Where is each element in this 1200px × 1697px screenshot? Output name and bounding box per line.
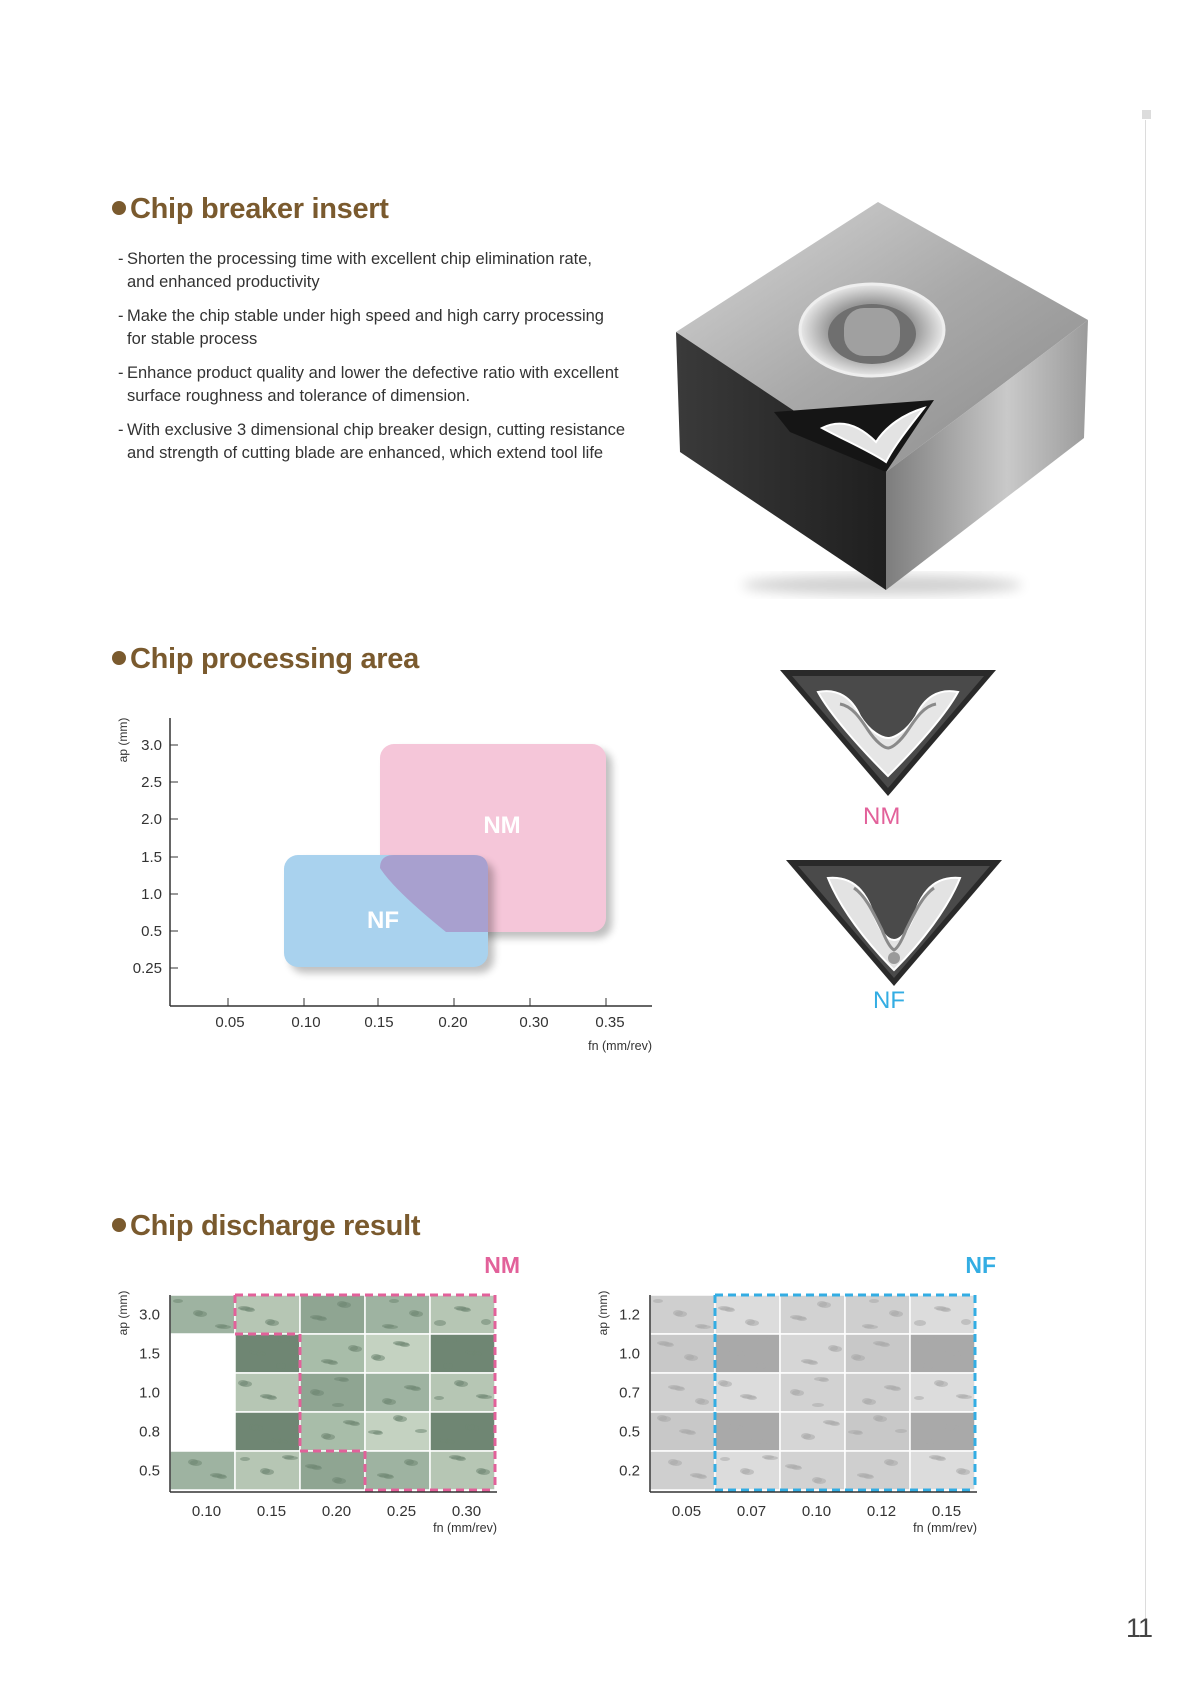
chip-mark <box>377 1473 389 1477</box>
chip-sample-cell <box>235 1295 300 1334</box>
x-tick-label: 0.25 <box>386 1503 417 1520</box>
chip-mark <box>756 1363 766 1369</box>
chip-mark <box>740 1394 752 1398</box>
chip-mark <box>679 1429 691 1433</box>
chip-mark <box>684 1354 694 1360</box>
chip-mark <box>415 1429 427 1433</box>
chip-mark <box>348 1345 358 1351</box>
chip-mark <box>210 1473 222 1477</box>
x-tick-label: 0.20 <box>321 1503 352 1520</box>
chip-mark <box>812 1477 822 1483</box>
chip-mark <box>409 1310 419 1316</box>
chip-mark <box>476 1394 488 1398</box>
chip-mark <box>914 1396 924 1400</box>
nf-breaker-label: NF <box>873 987 905 1014</box>
chip-mark <box>657 1415 667 1421</box>
x-tick-label: 0.10 <box>291 1014 321 1031</box>
chip-mark <box>334 1377 348 1381</box>
y-tick-label: 2.5 <box>141 774 162 791</box>
chip-mark <box>305 1464 317 1468</box>
y-tick-label: 1.5 <box>139 1345 160 1363</box>
chip-sample-cell <box>235 1334 300 1373</box>
chip-sample-cell <box>715 1295 780 1334</box>
chip-mark <box>310 1315 322 1319</box>
chip-sample-cell <box>910 1373 975 1412</box>
chip-mark <box>895 1429 907 1433</box>
chip-mark <box>812 1403 824 1407</box>
chip-sample-cell <box>780 1373 845 1412</box>
y-tick-label: 3.0 <box>141 737 162 754</box>
chip-mark <box>321 1433 331 1439</box>
x-ticks <box>215 998 624 1031</box>
feature-item: - Make the chip stable under high speed and high carry processing for stable process <box>118 305 658 351</box>
chip-mark <box>862 1324 874 1328</box>
chip-mark <box>817 1301 827 1307</box>
x-tick-label: 0.07 <box>736 1503 767 1520</box>
chip-mark <box>271 1438 283 1442</box>
y-tick-label: 3.0 <box>139 1306 160 1324</box>
chip-mark <box>368 1430 382 1434</box>
x-tick-label: 0.35 <box>595 1014 625 1031</box>
chip-sample-cell <box>650 1373 715 1412</box>
chip-sample-cell <box>300 1334 365 1373</box>
chip-mark <box>282 1455 294 1459</box>
section-title-processing: Chip processing area <box>112 643 419 676</box>
x-axis-label: fn (mm/rev) <box>433 1521 497 1535</box>
chip-mark <box>729 1350 741 1354</box>
chip-mark <box>343 1420 355 1424</box>
chip-mark <box>465 1350 477 1354</box>
chip-mark <box>751 1438 763 1442</box>
chip-mark <box>785 1464 797 1468</box>
chip-mark <box>929 1455 941 1459</box>
chip-mark <box>238 1306 250 1310</box>
chip-mark <box>193 1310 203 1316</box>
chip-mark <box>657 1341 669 1345</box>
y-tick-label: 0.5 <box>139 1462 160 1480</box>
chip-mark <box>745 1319 755 1325</box>
chip-mark <box>956 1468 966 1474</box>
chip-mark <box>918 1438 930 1442</box>
chip-mark <box>718 1380 728 1386</box>
nf-grid-title: NF <box>965 1252 996 1278</box>
y-tick-label: 0.2 <box>619 1462 640 1480</box>
page-edge-marker <box>1142 110 1151 119</box>
chip-sample-cell <box>650 1451 715 1490</box>
chip-mark <box>828 1345 838 1351</box>
x-tick-label: 0.10 <box>801 1503 832 1520</box>
chip-mark <box>923 1363 933 1369</box>
chip-sample-cell <box>300 1373 365 1412</box>
chip-sample-cell <box>235 1373 300 1412</box>
nm-grid-title: NM <box>484 1252 520 1278</box>
chip-mark <box>718 1306 730 1310</box>
chip-sample-cell <box>650 1334 715 1373</box>
chip-mark <box>914 1320 926 1326</box>
chip-mark <box>476 1468 486 1474</box>
x-tick-label: 0.10 <box>191 1503 222 1520</box>
chip-mark <box>758 1337 770 1343</box>
x-axis-label: fn (mm/rev) <box>588 1039 652 1053</box>
x-tick-label: 0.20 <box>438 1014 468 1031</box>
chip-mark <box>404 1385 416 1389</box>
chip-sample-cell <box>910 1295 975 1334</box>
x-tick-label: 0.05 <box>671 1503 702 1520</box>
chip-sample-cell <box>845 1334 910 1373</box>
chip-mark <box>238 1380 248 1386</box>
chip-mark <box>695 1398 705 1404</box>
chip-mark <box>884 1459 894 1465</box>
chip-mark <box>465 1424 475 1430</box>
chip-sample-cell <box>780 1334 845 1373</box>
page-edge-rule <box>1145 120 1146 1620</box>
chip-mark <box>790 1315 802 1319</box>
chip-mark <box>690 1473 702 1477</box>
chip-mark <box>889 1310 899 1316</box>
chip-mark <box>873 1341 885 1345</box>
processing-area-chart <box>110 700 680 1060</box>
chip-sample-cell <box>300 1412 365 1451</box>
chip-mark <box>668 1385 680 1389</box>
y-axis-label: ap (mm) <box>116 717 130 763</box>
chip-mark <box>961 1319 971 1325</box>
chip-mark <box>310 1389 320 1395</box>
chip-mark <box>956 1394 968 1398</box>
x-tick-label: 0.15 <box>931 1503 962 1520</box>
x-tick-label: 0.30 <box>519 1014 549 1031</box>
chip-sample-cell <box>235 1412 300 1451</box>
chip-mark <box>332 1477 342 1483</box>
chip-sample-cell <box>430 1334 495 1373</box>
chip-mark <box>873 1415 883 1421</box>
chip-mark <box>321 1359 333 1363</box>
y-axis-label: ap (mm) <box>116 1290 130 1336</box>
chip-mark <box>393 1341 405 1345</box>
chip-mark <box>438 1438 450 1442</box>
page-number: 11 <box>1126 1613 1153 1643</box>
feature-item: - Enhance product quality and lower the defective ratio with excellent surface roughness and tolerance of dimension. <box>118 362 658 408</box>
bullet-dot-icon <box>112 651 126 665</box>
chip-mark <box>673 1310 683 1316</box>
x-tick-label: 0.15 <box>256 1503 287 1520</box>
chip-mark <box>740 1468 750 1474</box>
chip-sample-cell <box>780 1295 845 1334</box>
chip-mark <box>449 1455 461 1459</box>
y-tick-label: 0.8 <box>139 1423 160 1441</box>
chip-sample-cell <box>365 1334 430 1373</box>
y-tick-label: 1.0 <box>619 1345 640 1363</box>
y-axis-label: ap (mm) <box>596 1290 610 1336</box>
chip-mark <box>382 1398 392 1404</box>
chip-mark <box>934 1380 944 1386</box>
x-tick-label: 0.05 <box>215 1014 245 1031</box>
chip-mark <box>851 1354 861 1360</box>
chip-mark <box>668 1459 678 1465</box>
chip-sample-cell <box>300 1295 365 1334</box>
chip-mark <box>934 1306 946 1310</box>
chip-mark <box>371 1354 381 1360</box>
x-tick-label: 0.12 <box>866 1503 897 1520</box>
chip-mark <box>695 1324 707 1328</box>
chip-mark <box>278 1337 290 1343</box>
y-tick-label: 0.5 <box>619 1423 640 1441</box>
y-tick-label: 0.7 <box>619 1384 640 1402</box>
chip-mark <box>762 1455 774 1459</box>
chip-mark <box>260 1394 272 1398</box>
feature-item: - With exclusive 3 dimensional chip breaker design, cutting resistance and strength of cutting blade are enhanced, which extend tool life <box>118 419 658 465</box>
chip-mark <box>382 1324 394 1328</box>
chip-mark <box>801 1359 813 1363</box>
chip-mark <box>188 1459 198 1465</box>
chip-mark <box>729 1424 739 1430</box>
nf-breaker-image <box>784 858 1006 988</box>
y-tick-label: 1.0 <box>141 886 162 903</box>
chip-mark <box>240 1457 250 1461</box>
nm-breaker-label: NM <box>863 803 901 830</box>
chip-sample-cell <box>300 1451 365 1490</box>
y-tick-label: 1.2 <box>619 1306 640 1324</box>
y-tick-label: 0.25 <box>132 960 162 977</box>
region-nm-label: NM <box>483 812 521 839</box>
chip-mark <box>404 1459 414 1465</box>
bullet-dot-icon <box>112 201 126 215</box>
chip-mark <box>653 1299 663 1303</box>
chip-mark <box>337 1301 347 1307</box>
x-axis-label: fn (mm/rev) <box>913 1521 977 1535</box>
chip-sample-cell <box>780 1412 845 1451</box>
chip-mark <box>265 1319 275 1325</box>
y-tick-label: 2.0 <box>141 811 162 828</box>
nm-discharge-grid <box>110 1245 530 1550</box>
chip-mark <box>790 1389 800 1395</box>
section-title-insert: Chip breaker insert <box>112 193 389 226</box>
chip-mark <box>393 1415 403 1421</box>
chip-mark <box>260 1468 270 1474</box>
chip-mark <box>481 1319 491 1325</box>
chip-mark <box>332 1403 344 1407</box>
chip-mark <box>869 1299 879 1303</box>
chip-sample-cell <box>910 1334 975 1373</box>
chip-mark <box>862 1398 872 1404</box>
chip-mark <box>857 1473 869 1477</box>
nm-breaker-image <box>778 668 1000 798</box>
chip-mark <box>215 1324 227 1328</box>
chip-mark <box>814 1377 828 1381</box>
chip-mark <box>720 1457 730 1461</box>
chip-sample-cell <box>365 1451 430 1490</box>
chip-sample-cell <box>430 1295 495 1334</box>
section-title-discharge: Chip discharge result <box>112 1210 420 1243</box>
chip-sample-cell <box>715 1412 780 1451</box>
y-tick-label: 0.5 <box>141 923 162 940</box>
chip-mark <box>434 1396 444 1400</box>
chip-mark <box>173 1299 183 1303</box>
chip-mark <box>848 1430 862 1434</box>
chip-mark <box>884 1385 896 1389</box>
chip-sample-cell <box>780 1451 845 1490</box>
feature-item: - Shorten the processing time with excellent chip elimination rate, and enhanced productivity <box>118 248 658 294</box>
x-tick-label: 0.30 <box>451 1503 482 1520</box>
chip-mark <box>249 1350 261 1354</box>
chip-sample-cell <box>430 1373 495 1412</box>
chip-sample-cell <box>845 1451 910 1490</box>
chip-sample-cell <box>715 1373 780 1412</box>
chip-sample-cell <box>715 1334 780 1373</box>
chip-mark <box>925 1337 937 1343</box>
chip-sample-cell <box>910 1412 975 1451</box>
chip-sample-cell <box>430 1412 495 1451</box>
chip-mark <box>945 1350 957 1354</box>
nf-discharge-grid <box>590 1245 1010 1550</box>
chip-mark <box>823 1420 835 1424</box>
chip-sample-cell <box>845 1373 910 1412</box>
y-tick-label: 1.0 <box>139 1384 160 1402</box>
chip-mark <box>454 1306 466 1310</box>
bullet-dot-icon <box>112 1218 126 1232</box>
chip-mark <box>389 1299 399 1303</box>
chip-mark <box>801 1433 811 1439</box>
chip-mark <box>249 1424 259 1430</box>
insert-product-image <box>672 200 1092 600</box>
chip-mark <box>445 1337 457 1343</box>
chip-mark <box>454 1380 464 1386</box>
chip-sample-cell <box>365 1373 430 1412</box>
chip-mark <box>434 1320 446 1326</box>
feature-list <box>118 248 658 476</box>
y-ticks <box>133 737 178 977</box>
chip-sample-cell <box>170 1451 235 1490</box>
chip-mark <box>945 1424 955 1430</box>
region-nf-label: NF <box>367 907 399 934</box>
chip-mark <box>443 1363 453 1369</box>
x-tick-label: 0.15 <box>364 1014 394 1031</box>
y-tick-label: 1.5 <box>141 849 162 866</box>
chip-mark <box>276 1363 286 1369</box>
